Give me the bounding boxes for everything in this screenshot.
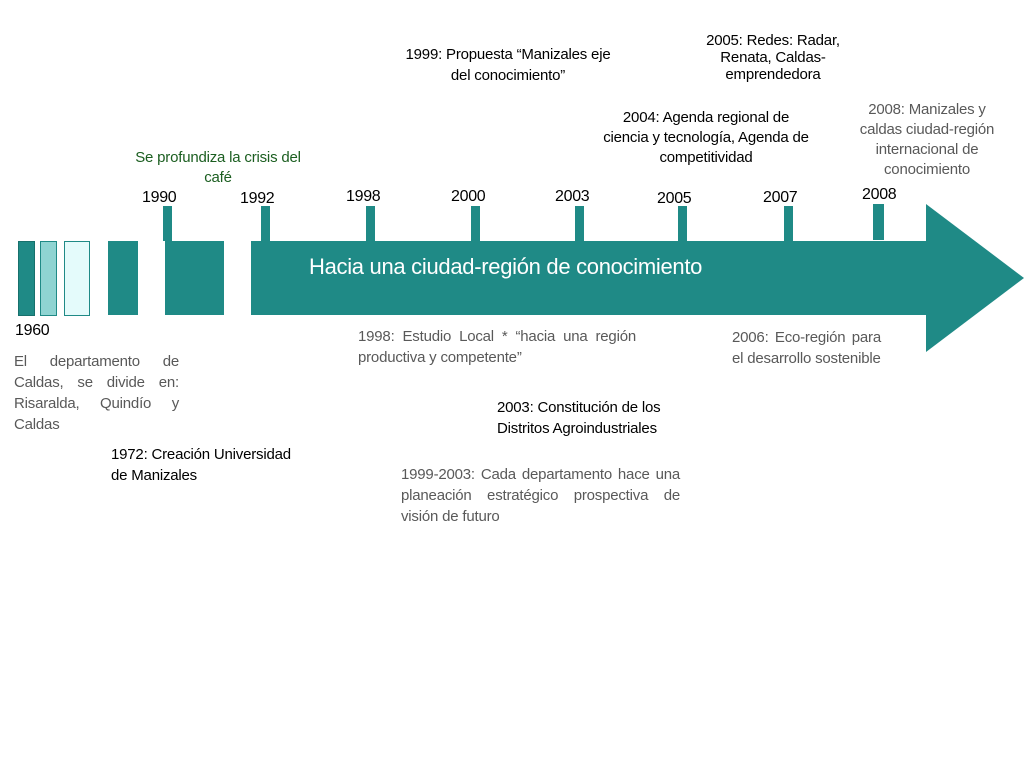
arrow-label: Hacia una ciudad-región de conocimiento <box>309 254 703 279</box>
period-block-1 <box>18 241 35 316</box>
event-1960: El departamento de Caldas, se divide en: Risaralda, Quindío y Caldas <box>14 353 179 433</box>
year-1960: 1960 <box>15 322 50 339</box>
year-1990: 1990 <box>142 189 177 206</box>
year-1992: 1992 <box>240 190 275 207</box>
tick-2007 <box>784 206 793 241</box>
event-2005: 2005: Redes: Radar, Renata, Caldas-emprendedora <box>706 32 840 83</box>
event-2008: 2008: Manizales y caldas ciudad-región internacional de conocimiento <box>859 101 995 178</box>
tick-1990 <box>163 206 172 241</box>
year-2003: 2003 <box>555 188 590 205</box>
event-2003: 2003: Constitución de los Distritos Agroindustriales <box>497 399 661 437</box>
event-1999-2003: 1999-2003: Cada departamento hace una planeación estratégico prospectiva de visión de futuro <box>401 466 680 525</box>
event-crisis-cafe: Se profundiza la crisis del café <box>135 149 301 186</box>
tick-1992 <box>261 206 270 241</box>
tick-1998 <box>366 206 375 241</box>
year-2007: 2007 <box>763 189 798 206</box>
period-block-5 <box>165 241 224 315</box>
period-block-2 <box>40 241 57 316</box>
event-1999: 1999: Propuesta “Manizales eje del conocimiento” <box>405 46 611 84</box>
year-2000: 2000 <box>451 188 486 205</box>
period-block-3 <box>64 241 90 316</box>
event-2004: 2004: Agenda regional de ciencia y tecnología, Agenda de competitividad <box>603 109 809 166</box>
event-1972: 1972: Creación Universidad de Manizales <box>111 446 291 484</box>
tick-2005 <box>678 206 687 241</box>
year-2005: 2005 <box>657 190 692 207</box>
tick-2008 <box>873 204 884 240</box>
timeline-arrow-head <box>926 204 1024 352</box>
event-1998: 1998: Estudio Local * “hacia una región productiva y competente” <box>358 328 636 366</box>
year-1998: 1998 <box>346 188 381 205</box>
tick-2003 <box>575 206 584 241</box>
tick-2000 <box>471 206 480 241</box>
year-2008: 2008 <box>862 186 897 203</box>
event-2006: 2006: Eco-región para el desarrollo sostenible <box>732 329 881 367</box>
period-block-4 <box>108 241 138 315</box>
